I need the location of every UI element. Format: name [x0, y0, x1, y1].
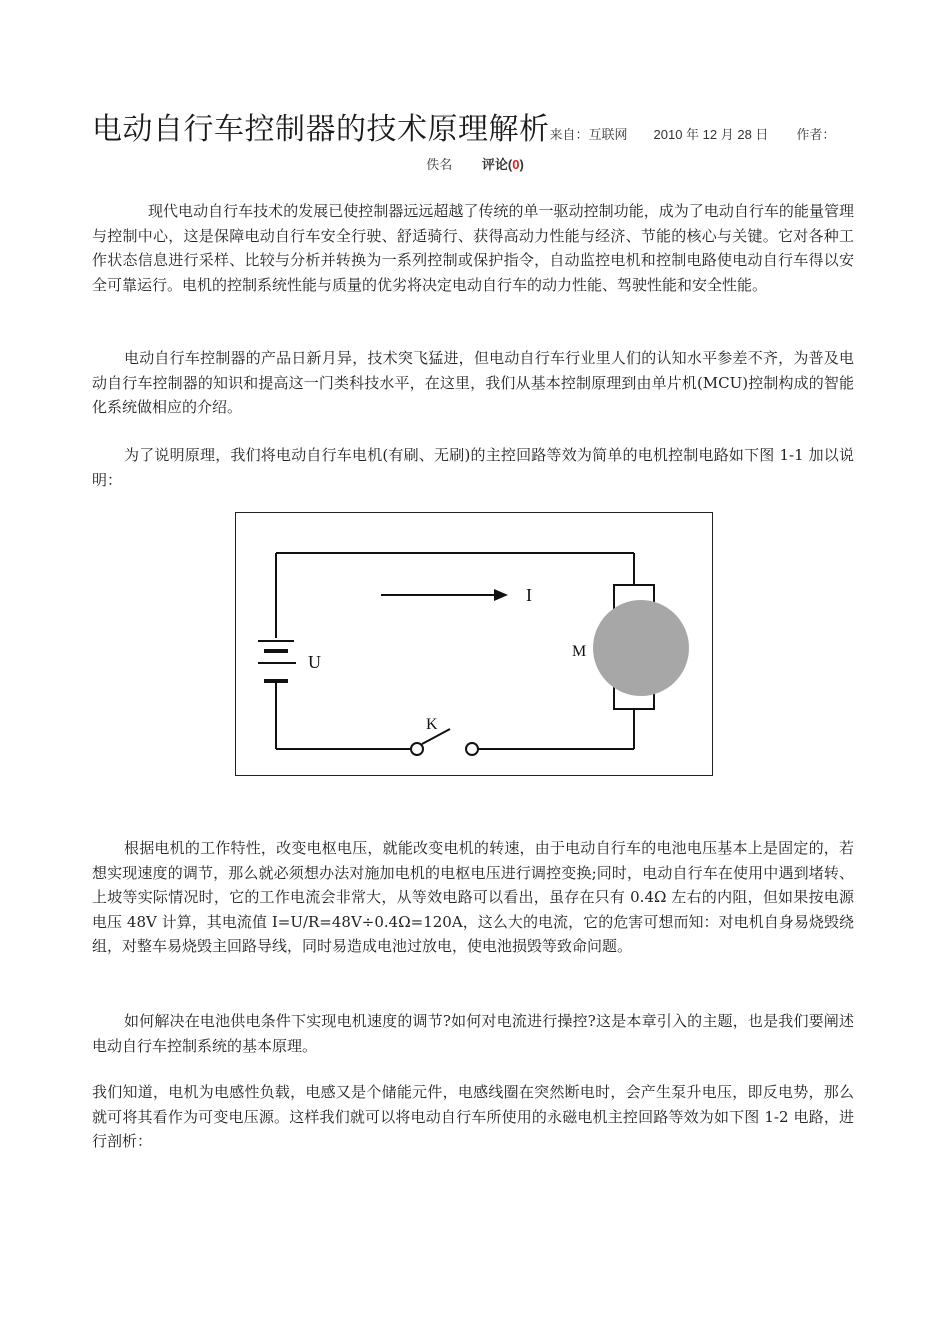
comment-count: 0 [512, 157, 520, 172]
comment-link[interactable]: 评论(0) [481, 157, 524, 172]
paragraph-overview: 电动自行车控制器的产品日新月异，技术突飞猛进，但电动自行车行业里人们的认知水平参差不齐，为普及电动自行车控制器的知识和提高这一门类科技水平，在这里，我们从基本控制原理到由单片机(MCU)控制构成的智能化系统做相应的介绍。 [92, 349, 854, 416]
current-arrow [381, 589, 508, 601]
byline [0, 154, 950, 173]
paragraph-intro: 现代电动自行车技术的发展已使控制器远远超越了传统的单一驱动控制功能，成为了电动自行车的能量管理与控制中心，这是保障电动自行车安全行驶、舒适骑行、获得高动力性能与经济、节能的核心与关键。它对各种工作状态信息进行采样、比较与分析并转换为一系列控制或保护指令，自动监控电机和控制电路使电动自行车得以安全可靠运行。电机的控制系统性能与质量的优劣将决定电动自行车的动力性能、驾驶性能和安全性能。 [92, 202, 854, 294]
article-title: 电动自行车控制器的技术原理解析 [92, 112, 550, 147]
author-label: 作者： [796, 127, 836, 142]
paragraph-figure-intro: 为了说明原理，我们将电动自行车电机(有刷、无刷)的主控回路等效为简单的电机控制电路如下图 1-1 加以说明： [92, 446, 854, 489]
motor-circle [593, 600, 689, 696]
author-name: 佚名 [426, 157, 453, 172]
current-label: I [526, 585, 532, 605]
voltage-label: U [308, 652, 321, 672]
battery-symbol [258, 641, 296, 681]
paragraph-speed-control: 根据电机的工作特性，改变电枢电压，就能改变电机的转速，由于电动自行车的电池电压基本上是固定的，若想实现速度的调节，那么就必须想办法对施加电机的电枢电压进行调控变换;同时，电动自行车在使用中遇到堵转、上坡等实际情况时，它的工作电流会非常大，从等效电路可以看出，虽存在只有 0.4Ω 左右的内阻，但如果按电源电压 48V 计算，其电流值 I=U/R=48V÷0.4Ω=120A，这么大的电流，它的危害可想而知：对电机自身易烧毁绕组，对整车易烧毁主回路导线，同时易造成电池过放电，使电池损毁等致命问题。 [92, 839, 854, 955]
title-line [92, 104, 862, 148]
motor-label: M [572, 643, 587, 660]
date-text: 2010 年 12 月 28 日 [653, 127, 769, 142]
comment-label: 评论 [481, 157, 508, 172]
paragraph-question: 如何解决在电池供电条件下实现电机速度的调节?如何对电流进行操控?这是本章引入的主题，也是我们要阐述电动自行车控制系统的基本原理。 [92, 1012, 854, 1055]
article-meta [550, 127, 836, 142]
paragraph-inductive-load: 我们知道，电机为电感性负载，电感又是个储能元件，电感线圈在突然断电时，会产生泵升电压，即反电势，那么就可将其看作为可变电压源。这样我们就可以将电动自行车所使用的永磁电机主控回路等效为如下图 1-2 电路，进行剖析： [92, 1083, 854, 1150]
figure-1-1-circuit [235, 512, 713, 776]
switch-label: K [426, 716, 438, 733]
circuit-diagram [236, 513, 714, 777]
switch-k [411, 729, 478, 755]
source-text: 来自：互联网 [549, 127, 628, 142]
